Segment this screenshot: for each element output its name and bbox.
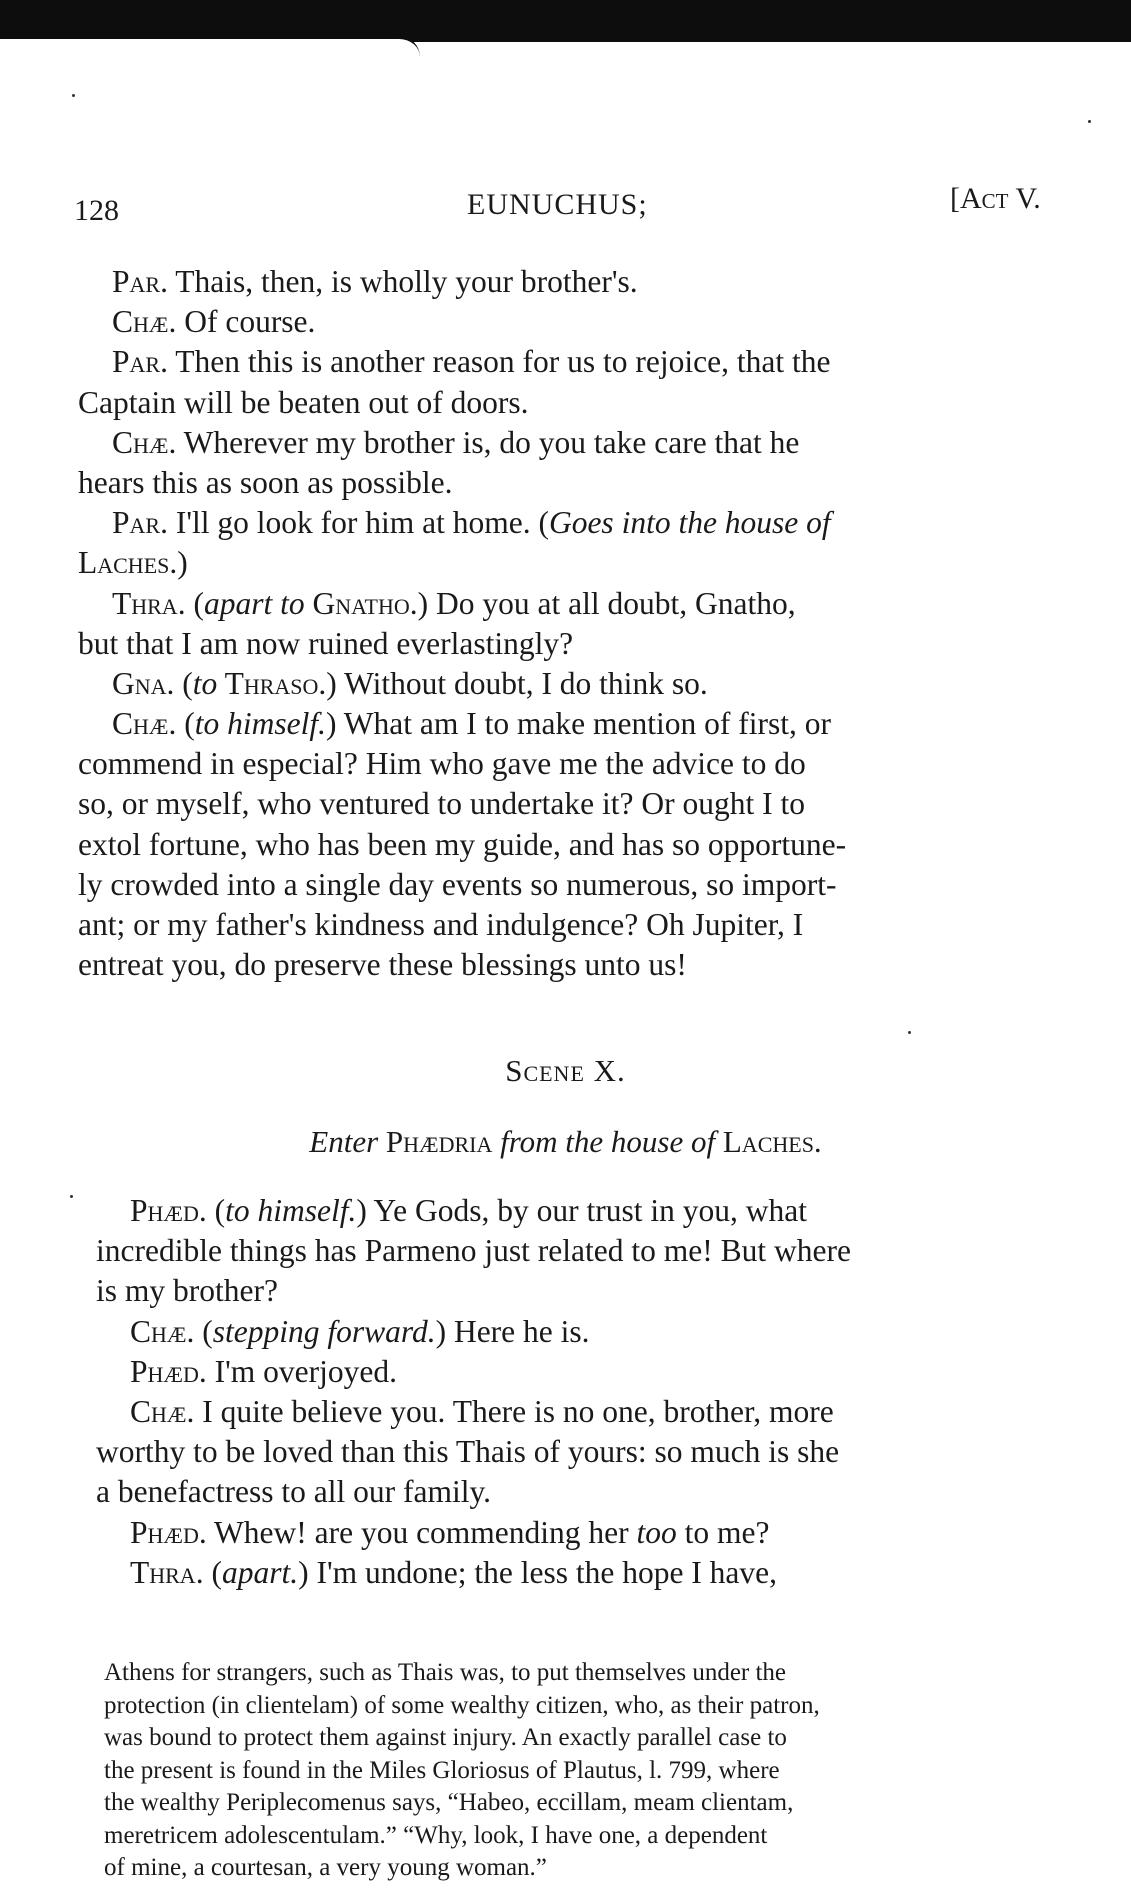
dialogue-line	[78, 423, 1083, 463]
text-run: to himself.	[225, 1193, 357, 1228]
dialogue-line	[78, 624, 1083, 664]
dialogue-line	[78, 945, 1083, 985]
speaker-name: Phæd.	[130, 1353, 207, 1389]
text-run: apart to	[203, 585, 305, 621]
dialogue-line	[96, 1353, 1094, 1393]
speaker-name: Chæ.	[130, 1313, 195, 1349]
text-run: worthy to be loved than this Thais of yours: so much is she	[96, 1434, 840, 1470]
dialogue-line	[96, 1514, 1094, 1554]
speaker-name: Thra.	[130, 1554, 204, 1590]
text-run: (	[194, 1313, 213, 1349]
dialogue-line	[96, 1313, 1094, 1353]
text-run: ) Here he is.	[435, 1313, 590, 1349]
speaker-name: Par.	[112, 505, 168, 541]
dialogue-line	[78, 262, 1083, 302]
dialogue-line	[96, 1473, 1094, 1513]
text-run: so, or myself, who ventured to undertake it? Or ought I to	[78, 786, 805, 822]
footnote-line: the present is found in the Miles Gloriosus of Plautus, l. 799, where	[104, 1756, 780, 1784]
text-run: ) I'm undone; the less the hope I have,	[298, 1554, 778, 1590]
dialogue-line	[78, 543, 1083, 583]
speaker-name: Phæd.	[130, 1193, 207, 1228]
text-run: (	[203, 1554, 222, 1590]
text-run: from the house of	[500, 1124, 716, 1159]
page-number: 128	[74, 194, 119, 227]
act-label: [Act V.	[950, 182, 1041, 215]
scan-top-edge-curl	[0, 36, 420, 57]
text-run: (	[174, 665, 193, 701]
text-run: Whew! are you commending her	[206, 1514, 637, 1550]
text-run: .) Without doubt, I do think so.	[318, 665, 708, 701]
text-run: too	[636, 1514, 677, 1550]
text-run: (	[206, 1193, 226, 1228]
text-run: Gnatho	[304, 585, 410, 621]
text-run: Thais, then, is wholly your brother's.	[167, 264, 638, 299]
speaker-name: Par.	[112, 264, 168, 299]
scan-speck	[70, 1195, 73, 1198]
speaker-name: Thra.	[112, 585, 186, 621]
running-title: EUNUCHUS;	[467, 188, 648, 221]
text-run: entreat you, do preserve these blessings unto us!	[78, 947, 687, 983]
running-head	[74, 182, 1074, 228]
text-run: .) Do you at all doubt, Gnatho,	[409, 585, 796, 621]
speaker-name: Gna.	[112, 665, 175, 701]
dialogue-line	[78, 664, 1083, 704]
dialogue-line	[96, 1393, 1094, 1433]
speaker-name: Chæ.	[112, 706, 177, 742]
text-run: ly crowded into a single day events so numerous, so import-	[78, 866, 837, 902]
dialogue-line	[78, 342, 1083, 382]
speaker-name: Par.	[112, 344, 168, 380]
stage-direction	[0, 1124, 1131, 1160]
dialogue-line	[78, 704, 1083, 744]
text-run: hears this as soon as possible.	[78, 464, 453, 500]
text-run: Captain will be beaten out of doors.	[78, 384, 529, 420]
dialogue-line	[78, 584, 1083, 624]
text-run: I quite believe you. There is no one, brother, more	[194, 1393, 834, 1429]
text-run: Goes into the house of	[548, 505, 831, 541]
footnote-line: Athens for strangers, such as Thais was, to put themselves under the	[104, 1659, 787, 1686]
dialogue-line	[96, 1433, 1094, 1473]
text-run: apart.	[221, 1554, 299, 1590]
speaker-name: Chæ.	[112, 424, 177, 460]
text-run: ) What am I to make mention of first, or	[325, 706, 831, 742]
speaker-name: Chæ.	[112, 304, 177, 340]
dialogue-line	[78, 784, 1083, 824]
footnote-line: of mine, a courtesan, a very young woman.”	[104, 1854, 547, 1881]
footnote-line: protection (in clientelam) of some wealthy citizen, who, as their patron,	[104, 1691, 820, 1719]
text-run: Of course.	[176, 304, 316, 340]
dialogue-block-1	[78, 262, 1083, 985]
speaker-name: Phæd.	[130, 1514, 207, 1550]
dialogue-line	[96, 1232, 1094, 1272]
dialogue-line	[78, 825, 1083, 865]
dialogue-block-2	[96, 1192, 1094, 1594]
text-run: Enter	[309, 1124, 379, 1159]
text-run: Phædria	[378, 1124, 501, 1159]
dialogue-line	[78, 744, 1083, 784]
speaker-name: Chæ.	[130, 1393, 195, 1429]
dialogue-line	[96, 1554, 1094, 1594]
scan-speck	[908, 1031, 911, 1034]
text-run: stepping forward.	[212, 1313, 436, 1349]
text-run: Laches	[78, 545, 170, 581]
dialogue-line	[78, 383, 1083, 423]
text-run: Wherever my brother is, do you take care that he	[176, 424, 800, 460]
dialogue-line	[78, 905, 1083, 945]
text-run: commend in especial? Him who gave me the advice to do	[78, 746, 806, 782]
dialogue-line	[96, 1192, 1094, 1232]
text-run: incredible things has Parmeno just related to me! But where	[96, 1233, 851, 1269]
footnote-line: was bound to protect them against injury. An exactly parallel case to	[104, 1724, 787, 1751]
text-run: I'm overjoyed.	[206, 1353, 397, 1389]
dialogue-line	[78, 302, 1083, 342]
text-run: Laches.	[715, 1124, 822, 1159]
text-run: to	[192, 665, 218, 701]
text-run: to himself.	[194, 706, 326, 742]
footnote	[104, 1657, 1099, 1885]
dialogue-line	[78, 503, 1083, 543]
text-run: .)	[169, 545, 188, 581]
text-run: (	[185, 585, 204, 621]
text-run: extol fortune, who has been my guide, and has so opportune-	[78, 826, 847, 862]
scan-speck	[1088, 120, 1091, 123]
scan-speck	[72, 94, 75, 97]
text-run: (	[176, 706, 195, 742]
text-run: to me?	[676, 1514, 770, 1550]
dialogue-line	[78, 463, 1083, 503]
text-run: ) Ye Gods, by our trust in you, what	[356, 1193, 807, 1228]
dialogue-line	[96, 1272, 1094, 1312]
text-run: Then this is another reason for us to rejoice, that the	[167, 344, 831, 380]
text-run: I'll go look for him at home. (	[167, 505, 549, 541]
footnote-line: meretricem adolescentulam.” “Why, look, I have one, a dependent	[104, 1821, 768, 1849]
footnote-line: the wealthy Periplecomenus says, “Habeo, eccillam, meam clientam,	[104, 1789, 794, 1816]
text-run: Thraso	[217, 665, 319, 701]
text-run: ant; or my father's kindness and indulgence? Oh Jupiter, I	[78, 907, 804, 942]
scene-heading: Scene X.	[505, 1053, 626, 1088]
text-run: but that I am now ruined everlastingly?	[78, 625, 574, 661]
dialogue-line	[78, 865, 1083, 905]
text-run: a benefactress to all our family.	[96, 1474, 492, 1510]
text-run: is my brother?	[96, 1273, 278, 1309]
